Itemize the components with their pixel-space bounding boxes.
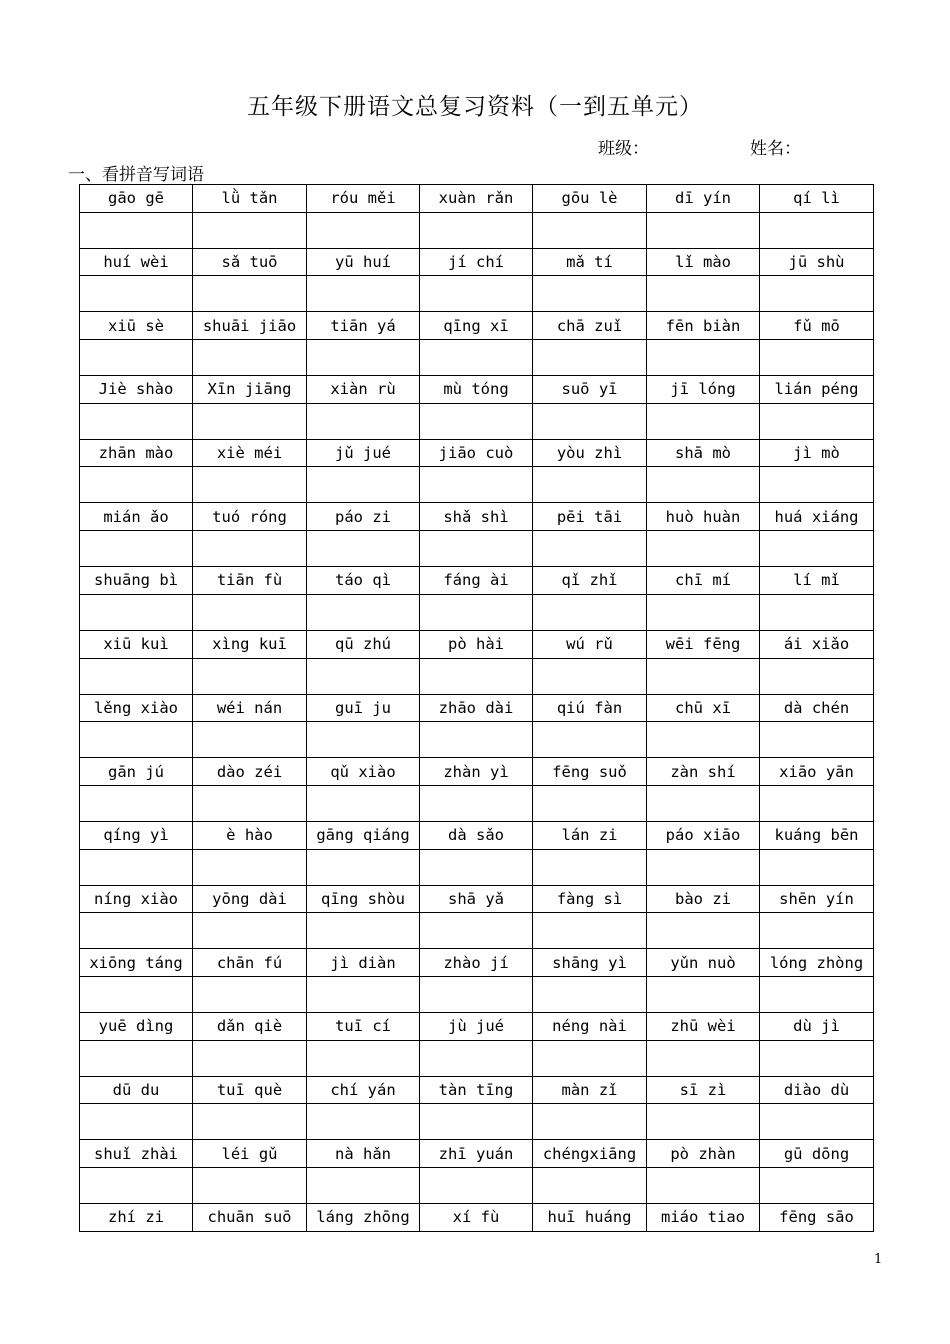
answer-cell[interactable]	[533, 594, 647, 630]
pinyin-cell: gōu lè	[533, 185, 647, 213]
answer-cell[interactable]	[307, 976, 420, 1012]
pinyin-cell: huī huáng	[533, 1204, 647, 1232]
page-title: 五年级下册语文总复习资料（一到五单元）	[247, 94, 703, 120]
pinyin-cell: diào dù	[760, 1076, 874, 1104]
pinyin-cell: níng xiào	[80, 885, 193, 913]
pinyin-cell: lǜ tǎn	[193, 185, 307, 213]
pinyin-cell: zàn shí	[647, 758, 760, 786]
pinyin-cell: shēn yín	[760, 885, 874, 913]
answer-cell[interactable]	[647, 340, 760, 376]
answer-cell[interactable]	[647, 212, 760, 248]
answer-cell[interactable]	[533, 531, 647, 567]
pinyin-cell: kuáng bēn	[760, 821, 874, 849]
answer-row	[80, 658, 874, 694]
pinyin-cell: tiān fù	[193, 567, 307, 595]
answer-row	[80, 594, 874, 630]
pinyin-cell: pēi tāi	[533, 503, 647, 531]
answer-cell[interactable]	[307, 594, 420, 630]
answer-cell[interactable]	[307, 785, 420, 821]
pinyin-cell: chuān suō	[193, 1204, 307, 1232]
pinyin-cell: wēi fēng	[647, 630, 760, 658]
pinyin-cell: xìng kuī	[193, 630, 307, 658]
answer-row	[80, 1104, 874, 1140]
pinyin-cell: jǔ jué	[307, 439, 420, 467]
pinyin-cell: guī ju	[307, 694, 420, 722]
pinyin-cell: qīng shòu	[307, 885, 420, 913]
pinyin-cell: huá xiáng	[760, 503, 874, 531]
answer-cell[interactable]	[533, 340, 647, 376]
answer-cell[interactable]	[420, 467, 533, 503]
pinyin-row	[80, 185, 874, 213]
pinyin-cell: fēng sāo	[760, 1204, 874, 1232]
answer-cell[interactable]	[533, 849, 647, 885]
pinyin-cell: zhàn yì	[420, 758, 533, 786]
pinyin-cell: ái xiǎo	[760, 630, 874, 658]
pinyin-cell: lóng zhòng	[760, 949, 874, 977]
answer-cell[interactable]	[760, 467, 874, 503]
answer-cell[interactable]	[420, 594, 533, 630]
pinyin-row	[80, 630, 874, 658]
pinyin-cell: tuó róng	[193, 503, 307, 531]
answer-cell[interactable]	[760, 658, 874, 694]
answer-cell[interactable]	[420, 785, 533, 821]
answer-cell[interactable]	[420, 1104, 533, 1140]
answer-cell[interactable]	[420, 340, 533, 376]
answer-cell[interactable]	[80, 913, 193, 949]
answer-cell[interactable]	[647, 531, 760, 567]
pinyin-cell: lí mǐ	[760, 567, 874, 595]
pinyin-cell: xuàn rǎn	[420, 185, 533, 213]
pinyin-cell: gū dōng	[760, 1140, 874, 1168]
pinyin-cell: táo qì	[307, 567, 420, 595]
answer-cell[interactable]	[193, 340, 307, 376]
pinyin-cell: tuī què	[193, 1076, 307, 1104]
pinyin-cell: jí chí	[420, 248, 533, 276]
pinyin-cell: dà sǎo	[420, 821, 533, 849]
pinyin-cell: shā yǎ	[420, 885, 533, 913]
answer-cell[interactable]	[193, 913, 307, 949]
pinyin-cell: páo zi	[307, 503, 420, 531]
answer-row	[80, 913, 874, 949]
answer-row	[80, 849, 874, 885]
pinyin-row	[80, 1012, 874, 1040]
pinyin-cell: chí yán	[307, 1076, 420, 1104]
answer-cell[interactable]	[80, 785, 193, 821]
pinyin-cell: gāng qiáng	[307, 821, 420, 849]
pinyin-cell: tuī cí	[307, 1012, 420, 1040]
answer-cell[interactable]	[533, 913, 647, 949]
pinyin-cell: yū huí	[307, 248, 420, 276]
answer-cell[interactable]	[533, 976, 647, 1012]
answer-cell[interactable]	[193, 722, 307, 758]
pinyin-cell: qǐ zhǐ	[533, 567, 647, 595]
answer-cell[interactable]	[80, 849, 193, 885]
pinyin-cell: è hào	[193, 821, 307, 849]
answer-cell[interactable]	[533, 212, 647, 248]
answer-cell[interactable]	[80, 1168, 193, 1204]
pinyin-cell: jiāo cuò	[420, 439, 533, 467]
pinyin-cell: pò hài	[420, 630, 533, 658]
pinyin-cell: Xīn jiāng	[193, 376, 307, 404]
answer-cell[interactable]	[760, 594, 874, 630]
pinyin-cell: gān jú	[80, 758, 193, 786]
pinyin-cell: xiū kuì	[80, 630, 193, 658]
pinyin-cell: chū xī	[647, 694, 760, 722]
pinyin-cell: fǔ mō	[760, 312, 874, 340]
answer-cell[interactable]	[80, 403, 193, 439]
answer-cell[interactable]	[647, 1104, 760, 1140]
answer-cell[interactable]	[193, 467, 307, 503]
answer-cell[interactable]	[420, 1168, 533, 1204]
pinyin-cell: sǎ tuō	[193, 248, 307, 276]
answer-cell[interactable]	[193, 594, 307, 630]
pinyin-cell: sī zì	[647, 1076, 760, 1104]
pinyin-cell: zhī yuán	[420, 1140, 533, 1168]
answer-cell[interactable]	[533, 1104, 647, 1140]
answer-cell[interactable]	[307, 276, 420, 312]
answer-cell[interactable]	[80, 1040, 193, 1076]
answer-cell[interactable]	[533, 403, 647, 439]
answer-cell[interactable]	[533, 1168, 647, 1204]
answer-cell[interactable]	[760, 212, 874, 248]
pinyin-cell: dū du	[80, 1076, 193, 1104]
answer-cell[interactable]	[647, 1040, 760, 1076]
pinyin-cell: shuāi jiāo	[193, 312, 307, 340]
pinyin-cell: wú rǔ	[533, 630, 647, 658]
pinyin-cell: shuāng bì	[80, 567, 193, 595]
pinyin-cell: zhān mào	[80, 439, 193, 467]
answer-cell[interactable]	[193, 1104, 307, 1140]
pinyin-cell: xiàn rù	[307, 376, 420, 404]
answer-cell[interactable]	[647, 849, 760, 885]
answer-cell[interactable]	[533, 276, 647, 312]
pinyin-row	[80, 949, 874, 977]
pinyin-cell: xí fù	[420, 1204, 533, 1232]
pinyin-row	[80, 1076, 874, 1104]
answer-cell[interactable]	[307, 722, 420, 758]
answer-row	[80, 276, 874, 312]
pinyin-cell: lián péng	[760, 376, 874, 404]
pinyin-row	[80, 248, 874, 276]
answer-cell[interactable]	[80, 1104, 193, 1140]
answer-row	[80, 531, 874, 567]
pinyin-cell: jī lóng	[647, 376, 760, 404]
pinyin-cell: chān fú	[193, 949, 307, 977]
pinyin-cell: wéi nán	[193, 694, 307, 722]
answer-cell[interactable]	[533, 722, 647, 758]
answer-cell[interactable]	[307, 340, 420, 376]
answer-cell[interactable]	[307, 212, 420, 248]
pinyin-cell: qǔ xiào	[307, 758, 420, 786]
answer-cell[interactable]	[193, 976, 307, 1012]
answer-cell[interactable]	[193, 531, 307, 567]
answer-cell[interactable]	[80, 658, 193, 694]
pinyin-row	[80, 821, 874, 849]
answer-cell[interactable]	[420, 531, 533, 567]
answer-cell[interactable]	[307, 658, 420, 694]
answer-cell[interactable]	[193, 785, 307, 821]
answer-cell[interactable]	[760, 1168, 874, 1204]
pinyin-cell: mù tóng	[420, 376, 533, 404]
pinyin-table	[79, 184, 874, 1232]
pinyin-cell: gāo gē	[80, 185, 193, 213]
answer-cell[interactable]	[307, 403, 420, 439]
answer-cell[interactable]	[760, 913, 874, 949]
pinyin-cell: xiāo yān	[760, 758, 874, 786]
pinyin-cell: tàn tīng	[420, 1076, 533, 1104]
pinyin-cell: qí lì	[760, 185, 874, 213]
pinyin-cell: jù jué	[420, 1012, 533, 1040]
pinyin-cell: qiú fàn	[533, 694, 647, 722]
pinyin-cell: qū zhú	[307, 630, 420, 658]
pinyin-cell: shuǐ zhài	[80, 1140, 193, 1168]
pinyin-cell: yǔn nuò	[647, 949, 760, 977]
pinyin-cell: qīng xī	[420, 312, 533, 340]
pinyin-cell: mián ǎo	[80, 503, 193, 531]
answer-cell[interactable]	[647, 658, 760, 694]
pinyin-row	[80, 376, 874, 404]
answer-cell[interactable]	[80, 467, 193, 503]
answer-row	[80, 1040, 874, 1076]
pinyin-cell: yòu zhì	[533, 439, 647, 467]
answer-cell[interactable]	[420, 849, 533, 885]
pinyin-cell: láng zhōng	[307, 1204, 420, 1232]
pinyin-cell: xiōng táng	[80, 949, 193, 977]
pinyin-cell: jū shù	[760, 248, 874, 276]
pinyin-cell: mǎ tí	[533, 248, 647, 276]
pinyin-cell: fēng suǒ	[533, 758, 647, 786]
pinyin-cell: fēn biàn	[647, 312, 760, 340]
answer-cell[interactable]	[80, 276, 193, 312]
page-number: 1	[874, 1252, 883, 1267]
answer-cell[interactable]	[193, 212, 307, 248]
answer-cell[interactable]	[80, 340, 193, 376]
pinyin-cell: dù jì	[760, 1012, 874, 1040]
pinyin-cell: róu měi	[307, 185, 420, 213]
answer-row	[80, 340, 874, 376]
answer-row	[80, 1168, 874, 1204]
answer-cell[interactable]	[80, 722, 193, 758]
answer-cell[interactable]	[647, 467, 760, 503]
answer-cell[interactable]	[647, 594, 760, 630]
answer-cell[interactable]	[647, 403, 760, 439]
answer-cell[interactable]	[420, 722, 533, 758]
pinyin-cell: tiān yá	[307, 312, 420, 340]
answer-cell[interactable]	[420, 276, 533, 312]
answer-cell[interactable]	[307, 1168, 420, 1204]
answer-cell[interactable]	[420, 403, 533, 439]
answer-cell[interactable]	[307, 849, 420, 885]
pinyin-cell: shǎ shì	[420, 503, 533, 531]
answer-cell[interactable]	[647, 722, 760, 758]
answer-cell[interactable]	[533, 658, 647, 694]
answer-cell[interactable]	[760, 722, 874, 758]
answer-cell[interactable]	[420, 976, 533, 1012]
answer-cell[interactable]	[647, 976, 760, 1012]
pinyin-row	[80, 885, 874, 913]
pinyin-cell: huí wèi	[80, 248, 193, 276]
name-label: 姓名：	[750, 139, 801, 159]
pinyin-cell: qíng yì	[80, 821, 193, 849]
answer-cell[interactable]	[193, 658, 307, 694]
answer-row	[80, 722, 874, 758]
pinyin-cell: chéngxiāng	[533, 1140, 647, 1168]
pinyin-cell: zhí zi	[80, 1204, 193, 1232]
answer-cell[interactable]	[533, 1040, 647, 1076]
pinyin-cell: zhào jí	[420, 949, 533, 977]
pinyin-cell: chā zuǐ	[533, 312, 647, 340]
answer-cell[interactable]	[307, 1040, 420, 1076]
answer-cell[interactable]	[307, 531, 420, 567]
pinyin-cell: fàng sì	[533, 885, 647, 913]
pinyin-cell: zhāo dài	[420, 694, 533, 722]
answer-cell[interactable]	[80, 531, 193, 567]
pinyin-cell: néng nài	[533, 1012, 647, 1040]
pinyin-cell: zhū wèi	[647, 1012, 760, 1040]
pinyin-cell: Jiè shào	[80, 376, 193, 404]
answer-cell[interactable]	[647, 913, 760, 949]
answer-cell[interactable]	[420, 658, 533, 694]
answer-cell[interactable]	[193, 276, 307, 312]
answer-cell[interactable]	[307, 467, 420, 503]
pinyin-cell: miáo tiao	[647, 1204, 760, 1232]
answer-cell[interactable]	[533, 467, 647, 503]
pinyin-cell: fáng ài	[420, 567, 533, 595]
pinyin-cell: léi gǔ	[193, 1140, 307, 1168]
answer-cell[interactable]	[80, 976, 193, 1012]
answer-cell[interactable]	[193, 1168, 307, 1204]
class-label: 班级：	[598, 139, 649, 159]
pinyin-cell: xiè méi	[193, 439, 307, 467]
pinyin-table-body	[80, 185, 874, 1232]
answer-cell[interactable]	[193, 403, 307, 439]
pinyin-row	[80, 312, 874, 340]
pinyin-cell: bào zi	[647, 885, 760, 913]
answer-cell[interactable]	[760, 276, 874, 312]
pinyin-row	[80, 439, 874, 467]
answer-cell[interactable]	[420, 212, 533, 248]
answer-cell[interactable]	[193, 849, 307, 885]
pinyin-cell: màn zǐ	[533, 1076, 647, 1104]
answer-row	[80, 785, 874, 821]
answer-cell[interactable]	[760, 1040, 874, 1076]
answer-row	[80, 976, 874, 1012]
answer-cell[interactable]	[307, 1104, 420, 1140]
pinyin-row	[80, 758, 874, 786]
pinyin-cell: xiū sè	[80, 312, 193, 340]
section-title: 一、看拼音写词语	[68, 165, 204, 185]
pinyin-cell: jì diàn	[307, 949, 420, 977]
pinyin-cell: jì mò	[760, 439, 874, 467]
pinyin-cell: pò zhàn	[647, 1140, 760, 1168]
pinyin-cell: shā mò	[647, 439, 760, 467]
answer-cell[interactable]	[647, 1168, 760, 1204]
answer-cell[interactable]	[533, 785, 647, 821]
pinyin-cell: lǐ mào	[647, 248, 760, 276]
answer-cell[interactable]	[80, 212, 193, 248]
answer-row	[80, 212, 874, 248]
pinyin-cell: chī mí	[647, 567, 760, 595]
pinyin-cell: dà chén	[760, 694, 874, 722]
answer-cell[interactable]	[420, 913, 533, 949]
answer-cell[interactable]	[420, 1040, 533, 1076]
answer-cell[interactable]	[760, 849, 874, 885]
answer-row	[80, 403, 874, 439]
pinyin-cell: lěng xiào	[80, 694, 193, 722]
pinyin-row	[80, 1140, 874, 1168]
pinyin-cell: dī yín	[647, 185, 760, 213]
pinyin-cell: páo xiāo	[647, 821, 760, 849]
pinyin-cell: dǎn qiè	[193, 1012, 307, 1040]
pinyin-cell: nà hǎn	[307, 1140, 420, 1168]
answer-cell[interactable]	[760, 403, 874, 439]
pinyin-cell: huò huàn	[647, 503, 760, 531]
pinyin-row	[80, 567, 874, 595]
answer-cell[interactable]	[760, 340, 874, 376]
pinyin-row	[80, 1204, 874, 1232]
answer-cell[interactable]	[193, 1040, 307, 1076]
pinyin-cell: suō yī	[533, 376, 647, 404]
pinyin-cell: shāng yì	[533, 949, 647, 977]
answer-cell[interactable]	[760, 785, 874, 821]
pinyin-row	[80, 694, 874, 722]
pinyin-cell: dào zéi	[193, 758, 307, 786]
pinyin-cell: yuē dìng	[80, 1012, 193, 1040]
answer-cell[interactable]	[307, 913, 420, 949]
pinyin-cell: yōng dài	[193, 885, 307, 913]
pinyin-cell: lán zi	[533, 821, 647, 849]
pinyin-row	[80, 503, 874, 531]
answer-cell[interactable]	[760, 531, 874, 567]
answer-cell[interactable]	[647, 785, 760, 821]
answer-cell[interactable]	[80, 594, 193, 630]
answer-cell[interactable]	[760, 976, 874, 1012]
answer-row	[80, 467, 874, 503]
answer-cell[interactable]	[647, 276, 760, 312]
answer-cell[interactable]	[760, 1104, 874, 1140]
